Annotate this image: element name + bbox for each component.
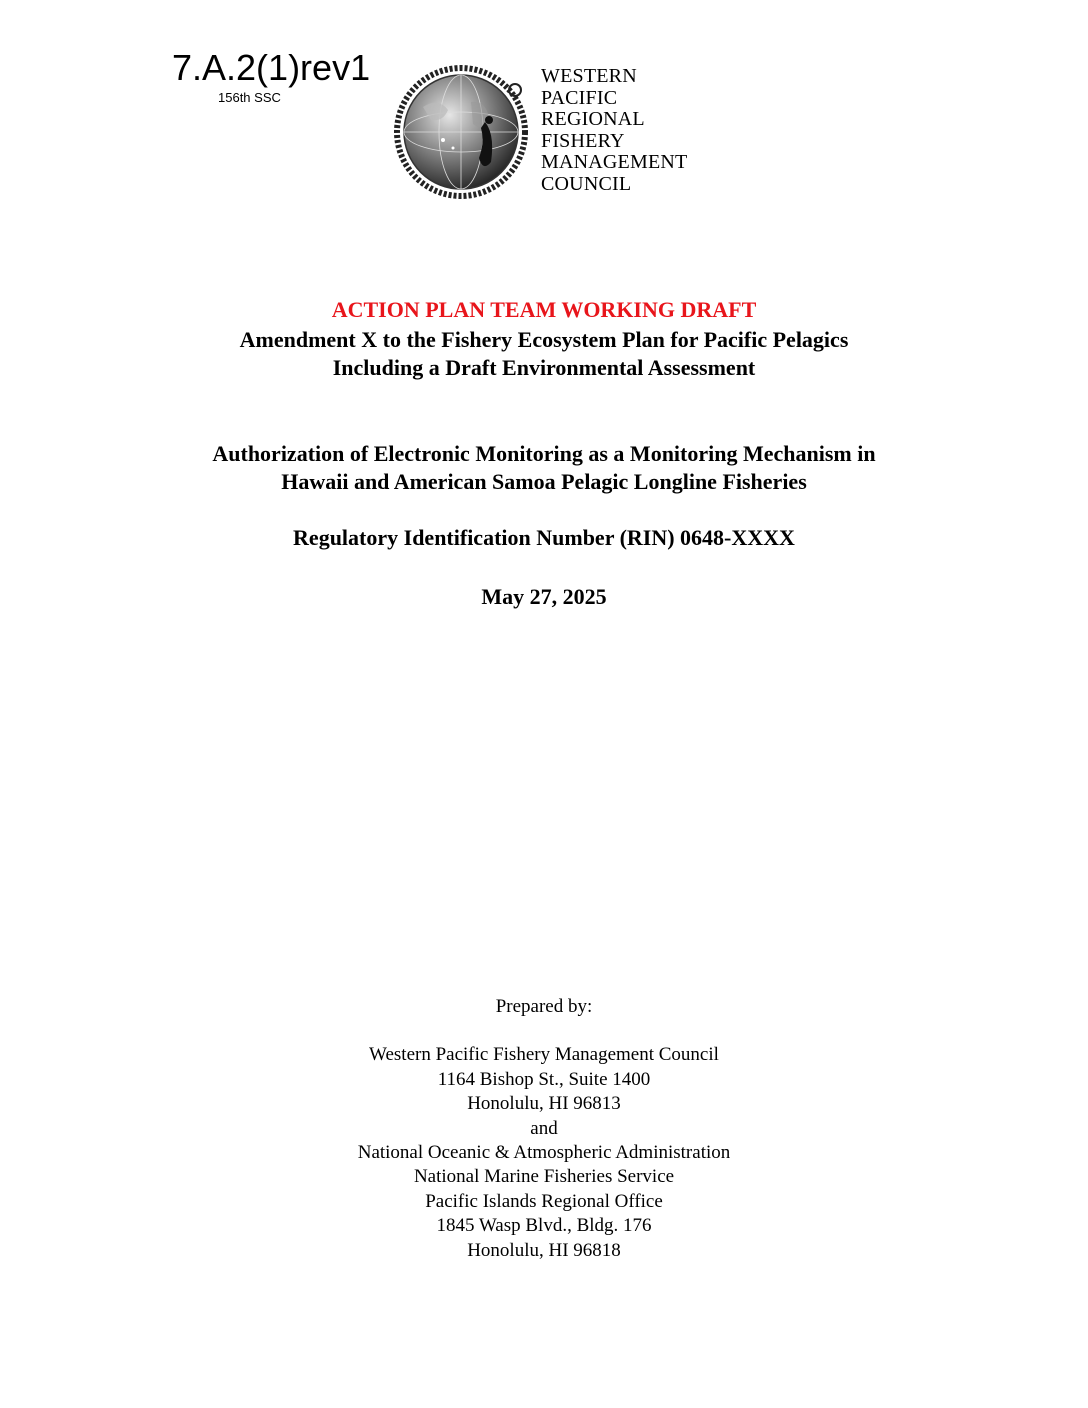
prepared-by-line: Pacific Islands Regional Office (425, 1190, 663, 1212)
prepared-by-line: Honolulu, HI 96818 (467, 1239, 621, 1261)
council-globe-logo-icon (393, 62, 533, 202)
prepared-by-line: 1164 Bishop St., Suite 1400 (437, 1068, 651, 1090)
council-name-line: WESTERN (541, 65, 637, 87)
amendment-title-line: Including a Draft Environmental Assessment (332, 355, 756, 380)
prepared-by-block (0, 995, 1088, 1263)
prepared-by-line: and (530, 1117, 558, 1139)
authorization-title-line: Authorization of Electronic Monitoring as a Monitoring Mechanism in (212, 441, 876, 466)
meeting-label: 156th SSC (218, 90, 281, 105)
authorization-title (0, 440, 1088, 496)
council-name-line: COUNCIL (541, 172, 632, 195)
prepared-by-line: Honolulu, HI 96813 (467, 1093, 621, 1115)
prepared-by-line: 1845 Wasp Blvd., Bldg. 176 (436, 1215, 652, 1237)
prepared-by-line: Western Pacific Fishery Management Council (369, 1044, 719, 1066)
document-id: 7.A.2(1)rev1 (172, 47, 371, 88)
prepared-by-line: National Marine Fisheries Service (413, 1166, 675, 1188)
council-name-line: MANAGEMENT (541, 151, 688, 173)
prepared-by-line: National Oceanic & Atmospheric Administration (357, 1142, 731, 1164)
prepared-by-label: Prepared by: (495, 996, 593, 1017)
council-name (541, 66, 687, 195)
council-name-line: PACIFIC (541, 86, 618, 109)
draft-label: ACTION PLAN TEAM WORKING DRAFT (331, 297, 757, 322)
document-date: May 27, 2025 (481, 584, 607, 609)
authorization-title-line: Hawaii and American Samoa Pelagic Longline Fisheries (281, 469, 807, 494)
amendment-title (0, 326, 1088, 382)
amendment-title-line: Amendment X to the Fishery Ecosystem Plan for Pacific Pelagics (239, 327, 849, 352)
rin-number: Regulatory Identification Number (RIN) 0648-XXXX (293, 525, 795, 550)
council-name-line: FISHERY (541, 129, 625, 152)
council-name-line: REGIONAL (541, 108, 645, 130)
